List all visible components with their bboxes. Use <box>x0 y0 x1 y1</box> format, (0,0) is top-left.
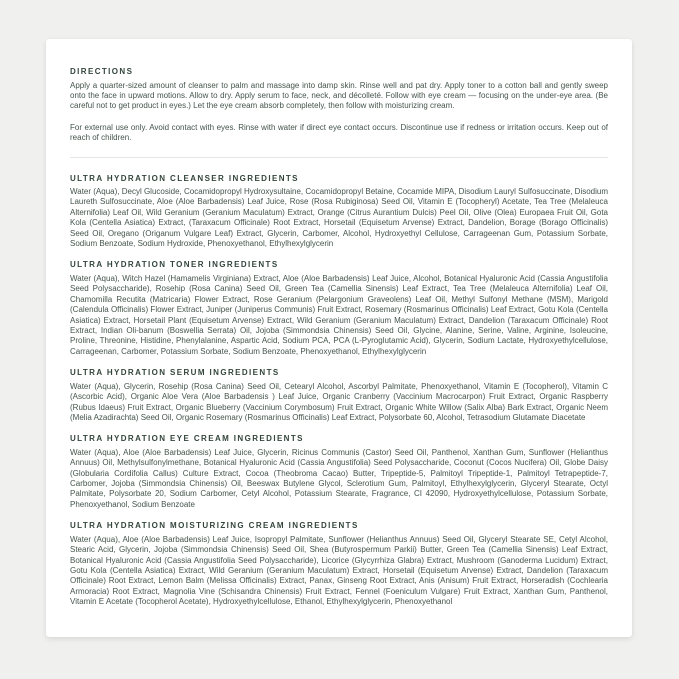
directions-usage-text: Apply a quarter-sized amount of cleanser to palm and massage into damp skin. Rinse well and pat dry. Apply toner to a cotton ball and gently sweep onto the face in upward motions. Allow to dry. Apply serum to face, neck, and décolleté. Follow with eye cream — focusing on the under-eye area. (Be careful not to get product in eyes.) Let the eye cream absorb completely, then follow with moisturizing cream. <box>70 80 608 111</box>
cleanser-ingredients-heading: ULTRA HYDRATION CLEANSER INGREDIENTS <box>70 173 299 183</box>
product-info-card <box>46 39 632 637</box>
moisturizing-cream-ingredients-heading: ULTRA HYDRATION MOISTURIZING CREAM INGREDIENTS <box>70 521 359 531</box>
directions-warning-text: For external use only. Avoid contact with eyes. Rinse with water if direct eye contact occurs. Discontinue use if redness or irritation occurs. Keep out of reach of children. <box>70 122 608 143</box>
serum-ingredients-text: Water (Aqua), Glycerin, Rosehip (Rosa Canina) Seed Oil, Cetearyl Alcohol, Ascorbyl Palmitate, Phenoxyethanol, Vitamin E (Tocopherol), Vitamin C (Ascorbic Acid), Organic Aloe Vera (Aloe Barbadensis ) Leaf Juice, Organic Cranberry (Vaccinium Macrocarpon) Fruit Extract, Organic Raspberry (Rubus Idaeus) Fruit Extract, Organic Blueberry (Vaccinium Corymbosum) Fruit Extract, Organic White Willow (Salix Alba) Bark Extract, Organic Neem (Melia Azadirachta) Seed Oil, Organic Rosemary (Rosmarinus Officinalis) Leaf Extract, Polysorbate 60, Alcohol, Tetrasodium Glutamate Diacetate <box>70 381 608 422</box>
toner-ingredients-text: Water (Aqua), Witch Hazel (Hamamelis Virginiana) Extract, Aloe (Aloe Barbadensis) Leaf Juice, Alcohol, Botanical Hyaluronic Acid (Cassia Angustifolia Seed Polysaccharide), Rosehip (Rosa Canina) Seed Oil, Green Tea (Camellia Sinensis) Leaf Extract, Tea Tree (Melaleuca Alternifolia) Leaf Oil, Chamomilla Recutita (Matricaria) Flower Extract, Rose Geranium (Pelargonium Graveolens) Leaf Oil, Methyl Sulfonyl Methane (MSM), Marigold (Calendula Officinalis) Flower Extract, Juniper (Juniperus Communis) Fruit Extract, Rosemary (Rosmarinus Officinalis) Leaf Extract, Gotu Kola (Centella Asiatica) Extract, Horsetail Plant (Equisetum Arvense) Extract, Wild Geranium (Geranium Maculatum) Extract, Dandelion (Taraxacum Officinale) Root Extract, Indian Oli-banum (Boswellia Serrata) Oil, Jojoba (Simmondsia Chinensis) Seed Oil, Glycine, Alanine, Serine, Valine, Arginine, Isoleucine, Proline, Threonine, Histidine, Phenylalanine, Aspartic Acid, Sodium PCA, PCA (L-Pyroglutamic Acid), Glycerin, Sodium Lactate, Hydroxyethylcellulose, Carrageenan, Carbomer, Potassium Sorbate, Sodium Benzoate, Phenoxyethanol, Ethylhexylglycerin <box>70 273 608 356</box>
cleanser-ingredients-text: Water (Aqua), Decyl Glucoside, Cocamidopropyl Hydroxysultaine, Cocamidopropyl Betaine, Cocamide MIPA, Disodium Lauryl Sulfosuccinate, Disodium Laureth Sulfosuccinate, Aloe (Aloe Barbadensis) Leaf Juice, Rose (Rosa Rubiginosa) Seed Oil, Vitamin E (Tocopheryl) Acetate, Tea Tree (Melaleuca Alternifolia) Leaf Oil, Wild Geranium (Geranium Maculatum) Extract, Orange (Citrus Aurantium Dulcis) Peel Oil, Olive (Olea) Europaea Fruit Oil, Gota Kola (Centella Asiatica) Extract, (Taraxacum Officinale) Root Extract, Horsetail (Equisetum Arvense) Extract, Dandelion, Borage (Borago Officinalis) Seed Oil, Oregano (Origanum Vulgare Leaf) Extract, Glycerin, Carbomer, Alcohol, Hydroxyethyl Cellulose, Carrageenan Gum, Potassium Sorbate, Sodium Benzoate, Sodium Hydroxide, Phenoxyethanol, Ethylhexylglycerin <box>70 187 609 249</box>
eye-cream-ingredients-section <box>70 434 608 510</box>
directions-section <box>70 67 608 144</box>
cleanser-ingredients-section <box>70 174 608 250</box>
moisturizing-cream-ingredients-text: Water (Aqua), Aloe (Aloe Barbadensis) Leaf Juice, Isopropyl Palmitate, Sunflower (Helianthus Annuus) Seed Oil, Glyceryl Stearate SE, Cetyl Alcohol, Stearic Acid, Glycerin, Jojoba (Simmondsia Chinensis) Seed Oil, Shea (Butyrospermum Parkii) Butter, Green Tea (Camellia Sinensis) Leaf Extract, Botanical Hyaluronic Acid (Cassia Angustifolia Seed Polysaccharide), Licorice (Glycyrrhiza Glabra) Extract, Mushroom (Ganoderma Lucidum) Extract, Gotu Kola (Centella Asiatica) Extract, Wild Geranium (Geranium Maculatum) Extract, Horsetail (Equisetum Arvense) Extract, Dandelion (Taraxacum Officinale) Root Extract, Lemon Balm (Melissa Officinalis) Extract, Panax, Ginseng Root Extract, Anis (Anisum) Fruit Extract, Horseradish (Cochlearia Armoracia) Root Extract, Magnolia Vine (Schisandra Chinensis) Fruit Extract, Fennel (Foeniculum Vulgare) Fruit Extract, Xanthan Gum, Panthenol, Vitamin E Acetate (Tocopherol Acetate), Hydroxyethylcellulose, Ethanol, Ethylhexylglycerin, Phenoxyethanol <box>70 534 608 607</box>
eye-cream-ingredients-heading: ULTRA HYDRATION EYE CREAM INGREDIENTS <box>70 434 304 444</box>
eye-cream-ingredients-text: Water (Aqua), Aloe (Aloe Barbadensis) Leaf Juice, Glycerin, Ricinus Communis (Castor) Seed Oil, Panthenol, Xanthan Gum, Sunflower (Helianthus Annuus) Oil, Methylsulfonylmethane, Botanical Hyaluronic Acid (Cassia Angustifolia) Seed Polysaccharide, Coconut (Cocos Nucifera) Oil, Globe Daisy (Globularia Cordifolia Callus) Culture Extract, Cocoa (Theobroma Cacao) Butter, Tripeptide-5, Palmitoyl Tripeptide-1, Palmitoyl Tetrapeptide-7, Carbomer, Jojoba (Simmondsia Chinensis) Oil, Beeswax Butylene Glycol, Sclerotium Gum, Palmitoyl, Ethylhexylglycerin, Glyceryl Stearate, Octyl Palmitate, Polysorbate 20, Sodium Carbomer, Cetyl Alcohol, Potassium Stearate, Fragrance, CI 42090, Hydroxyethylcellulose, Potassium Sorbate, Phenoxyethanol, Sodium Benzoate <box>70 447 608 509</box>
serum-ingredients-section <box>70 368 608 423</box>
serum-ingredients-heading: ULTRA HYDRATION SERUM INGREDIENTS <box>70 368 280 378</box>
toner-ingredients-heading: ULTRA HYDRATION TONER INGREDIENTS <box>70 260 279 270</box>
toner-ingredients-section <box>70 260 608 357</box>
moisturizing-cream-ingredients-section <box>70 521 608 607</box>
section-divider <box>70 157 608 158</box>
directions-heading: DIRECTIONS <box>70 67 134 76</box>
